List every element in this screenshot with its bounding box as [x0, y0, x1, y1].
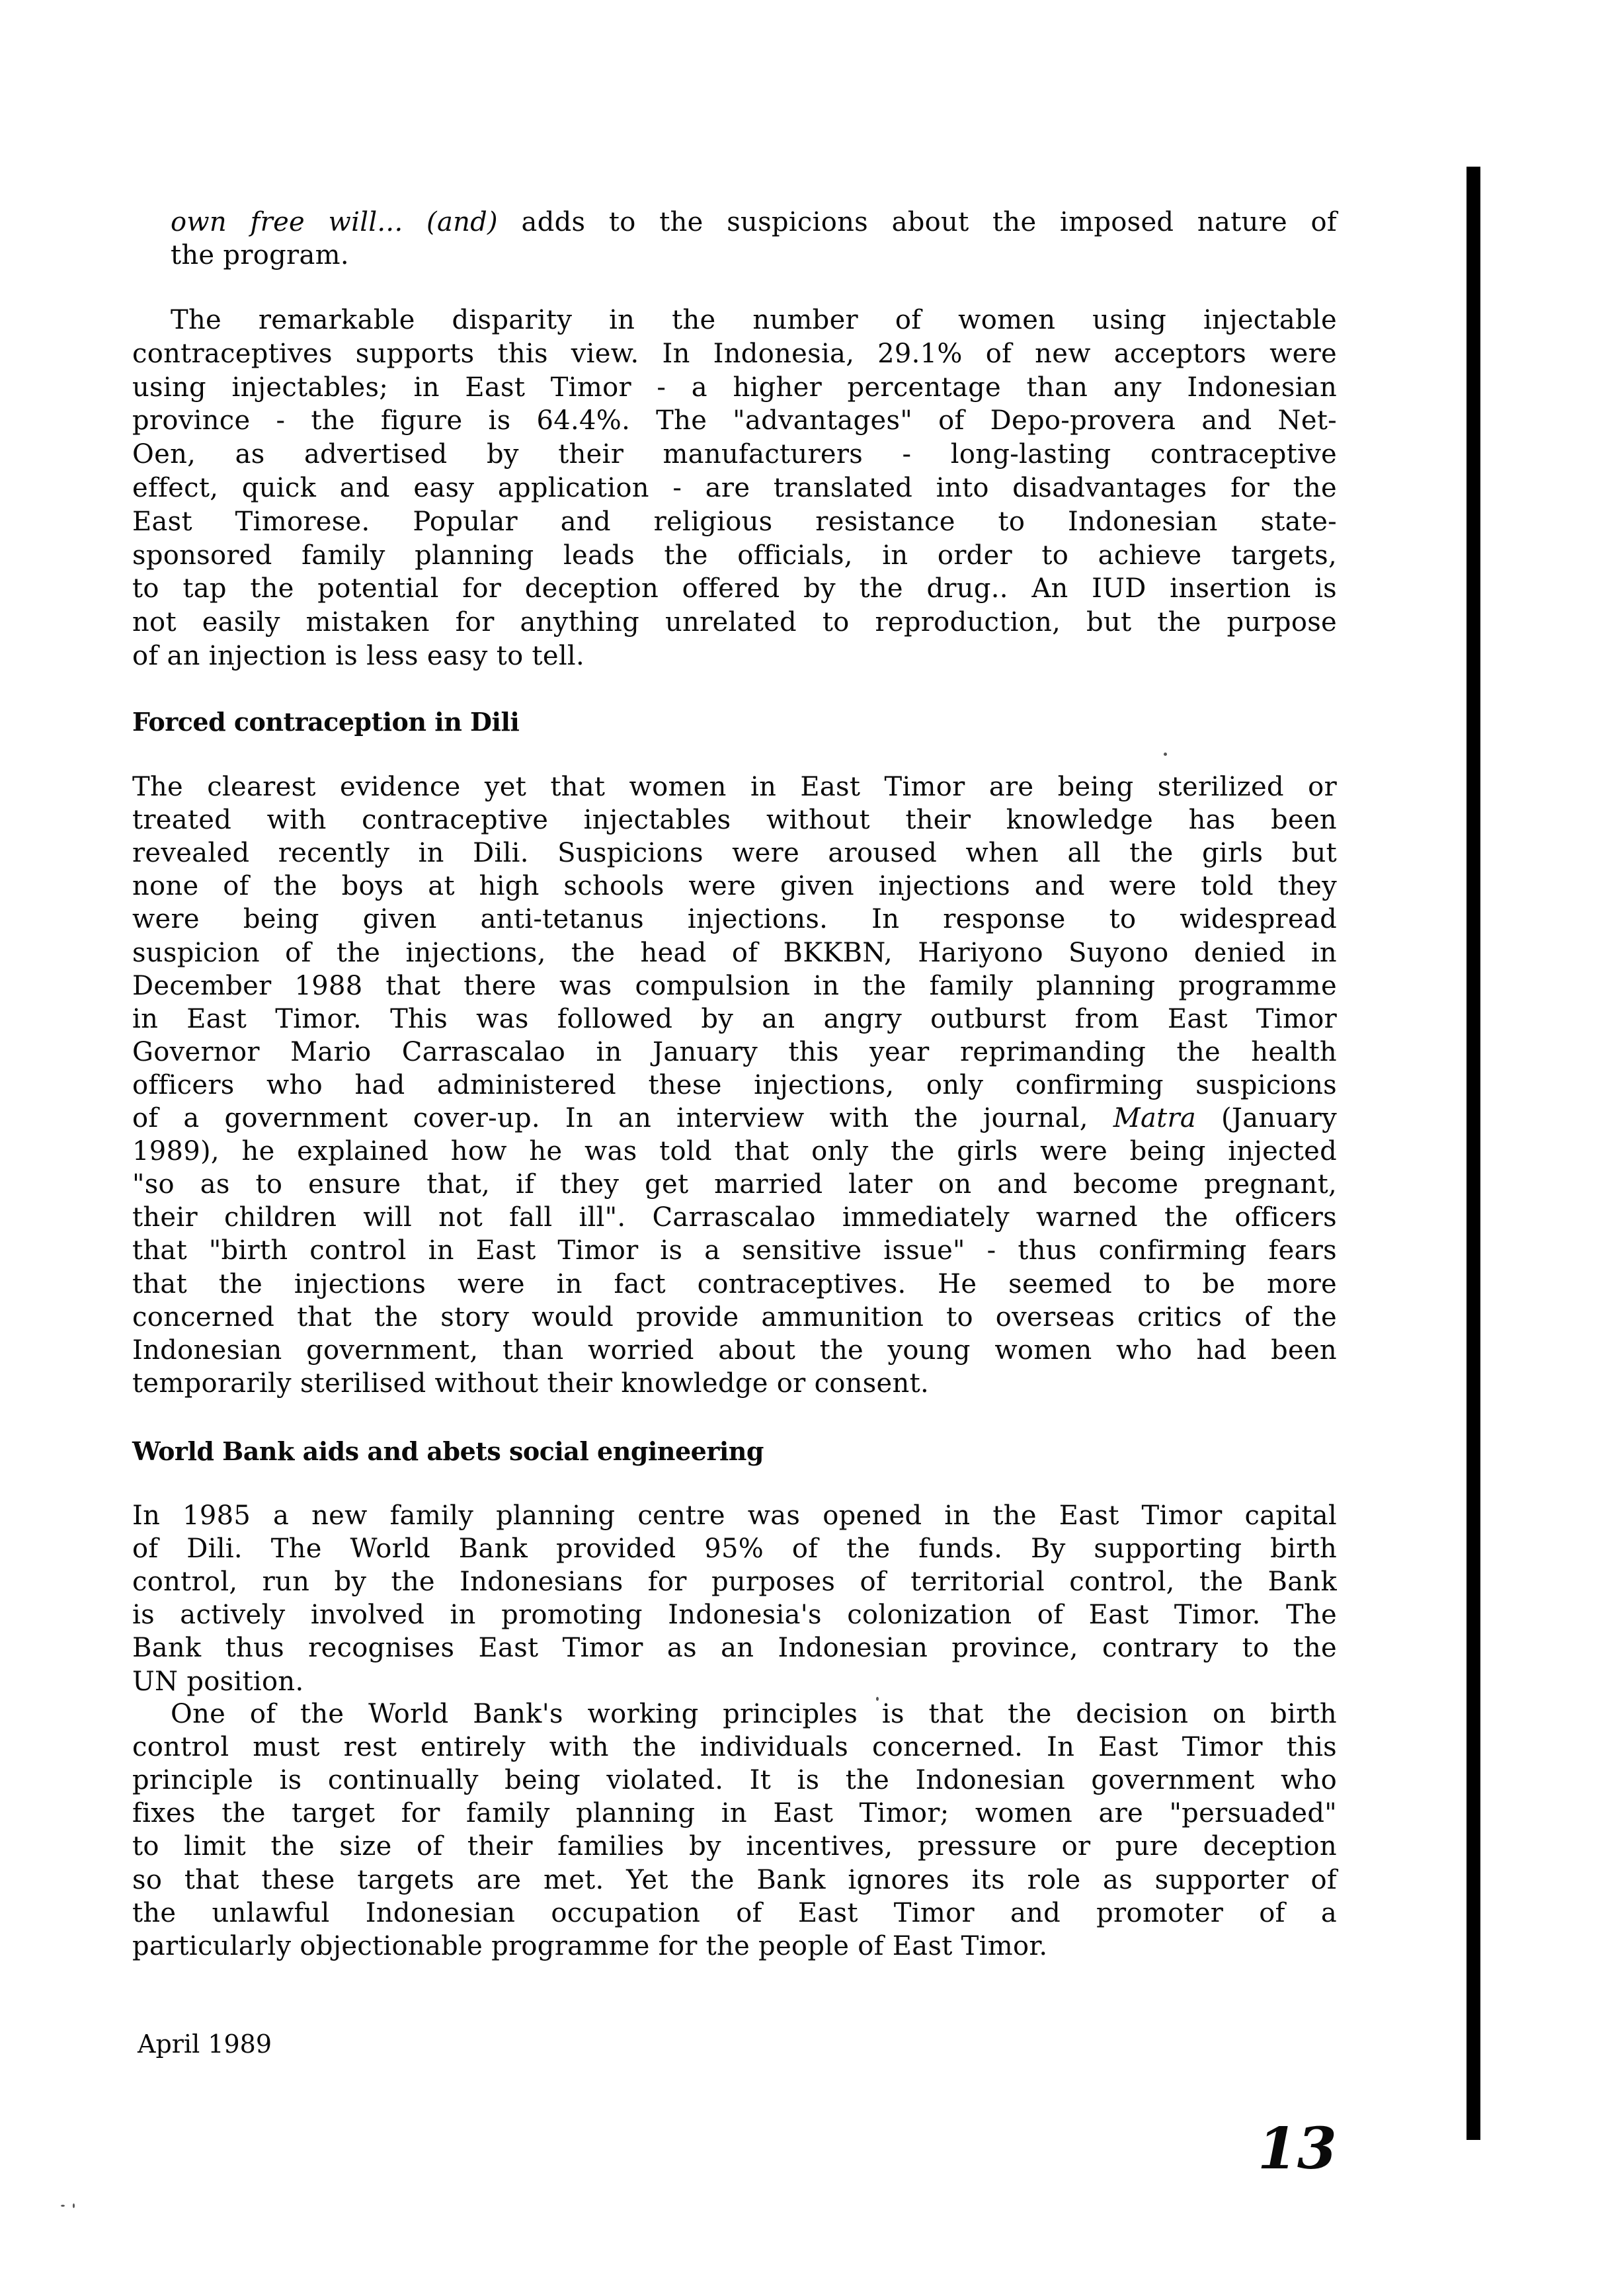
margin-rule [1467, 167, 1480, 2140]
text-line: treated with contraceptive injectables without their knowledge has been [132, 805, 1337, 836]
text-line: December 1988 that there was compulsion in the family planning programme [132, 970, 1337, 1001]
text-line: fixes the target for family planning in East Timor; women are "persuaded" [132, 1798, 1337, 1829]
text-line: that the injections were in fact contraceptives. He seemed to be more [132, 1268, 1337, 1299]
text-line: their children will not fall ill". Carrascalao immediately warned the officers [132, 1202, 1337, 1233]
text-line: effect, quick and easy application - are translated into disadvantages for the [132, 473, 1337, 503]
scan-speck [1164, 753, 1167, 756]
text-line: province - the figure is 64.4%. The "advantages" of Depo-provera and Net- [132, 405, 1337, 436]
text-line: to tap the potential for deception offered by the drug.. An IUD insertion is [132, 573, 1337, 604]
text-line: of Dili. The World Bank provided 95% of the funds. By supporting birth [132, 1534, 1337, 1565]
text-line: the program. [171, 240, 349, 270]
text-line: UN position. [132, 1666, 304, 1697]
text-line [171, 206, 1337, 239]
text-run: of a government cover-up. In an interview with the journal, [132, 1103, 1113, 1133]
text-line: concerned that the story would provide ammunition to overseas critics of the [132, 1301, 1337, 1332]
text-line: suspicion of the injections, the head of BKKBN, Hariyono Suyono denied in [132, 937, 1337, 968]
text-line: not easily mistaken for anything unrelated to reproduction, but the purpose [132, 607, 1337, 638]
text-line: of an injection is less easy to tell. [132, 641, 585, 671]
text-line: The clearest evidence yet that women in East Timor are being sterilized or [132, 772, 1337, 802]
text-line: principle is continually being violated. It is the Indonesian government who [132, 1765, 1337, 1796]
text-line: to limit the size of their families by incentives, pressure or pure deception [132, 1831, 1337, 1862]
text-line: Governor Mario Carrascalao in January this year reprimanding the health [132, 1036, 1337, 1067]
text-line: temporarily sterilised without their knowledge or consent. [132, 1368, 929, 1399]
text-line: "so as to ensure that, if they get married later on and become pregnant, [132, 1169, 1337, 1200]
text-line: were being given anti-tetanus injections. In response to widespread [132, 904, 1337, 935]
text-line: Oen, as advertised by their manufacturers - long-lasting contraceptive [132, 439, 1337, 470]
quote-italic: own free will... (and) [171, 207, 498, 237]
text-line: the unlawful Indonesian occupation of East Timor and promoter of a [132, 1897, 1337, 1928]
section-heading-forced-contraception: Forced contraception in Dili [132, 707, 520, 737]
scan-speck [61, 2205, 65, 2207]
italic-title: Matra [1113, 1103, 1197, 1133]
publication-date: April 1989 [138, 2030, 272, 2059]
scan-speck [73, 2203, 75, 2208]
text-line: so that these targets are met. Yet the Bank ignores its role as supporter of [132, 1864, 1337, 1895]
text-line: In 1985 a new family planning centre was opened in the East Timor capital [132, 1500, 1337, 1531]
text-line: is actively involved in promoting Indonesia's colonization of East Timor. The [132, 1600, 1337, 1631]
text-line [132, 1102, 1337, 1135]
text-line: particularly objectionable programme for the people of East Timor. [132, 1930, 1048, 1961]
text-line: revealed recently in Dili. Suspicions were aroused when all the girls but [132, 838, 1337, 869]
section-heading-world-bank: World Bank aids and abets social engineering [132, 1436, 764, 1466]
text-line: in East Timor. This was followed by an angry outburst from East Timor [132, 1003, 1337, 1034]
text-line: The remarkable disparity in the number of women using injectable [171, 305, 1337, 335]
text-line: none of the boys at high schools were given injections and were told they [132, 871, 1337, 902]
text-line: using injectables; in East Timor - a higher percentage than any Indonesian [132, 372, 1337, 403]
text-line: Bank thus recognises East Timor as an Indonesian province, contrary to the [132, 1633, 1337, 1664]
text-line: control must rest entirely with the individuals concerned. In East Timor this [132, 1732, 1337, 1763]
text-line: contraceptives supports this view. In Indonesia, 29.1% of new acceptors were [132, 338, 1337, 369]
text-line: control, run by the Indonesians for purposes of territorial control, the Bank [132, 1567, 1337, 1598]
text-line: 1989), he explained how he was told that only the girls were being injected [132, 1136, 1337, 1167]
text-run: adds to the suspicions about the imposed nature of [497, 207, 1337, 237]
page-number: 13 [1258, 2115, 1337, 2182]
text-line: sponsored family planning leads the officials, in order to achieve targets, [132, 540, 1337, 571]
text-line: One of the World Bank's working principles is that the decision on birth [171, 1699, 1337, 1729]
text-line: Indonesian government, than worried about the young women who had been [132, 1334, 1337, 1366]
text-run: (January [1196, 1103, 1338, 1133]
text-line: that "birth control in East Timor is a sensitive issue" - thus confirming fears [132, 1235, 1337, 1266]
text-line: East Timorese. Popular and religious resistance to Indonesian state- [132, 506, 1337, 537]
text-line: officers who had administered these injections, only confirming suspicions [132, 1069, 1337, 1100]
